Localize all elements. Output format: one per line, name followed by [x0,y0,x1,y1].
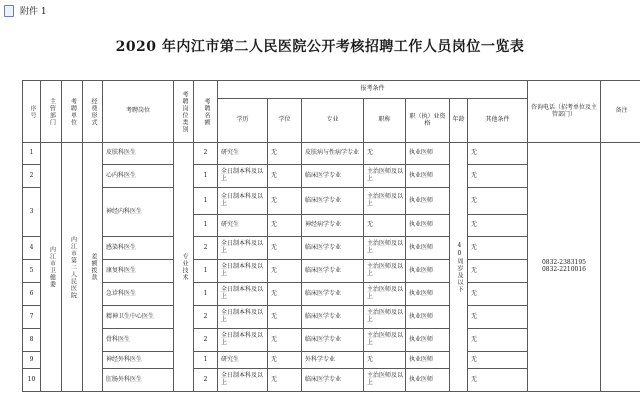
attachment-text: 附件 1 [20,7,47,17]
table-row: 8 骨科医生 2 全日制本科及以上 无 临床医学专业 主治医师及以上 执业医师 无 [23,329,640,352]
col-header-unit: 考聘单位 [62,81,83,143]
table-row: 2 心内科医生 1 全日制本科及以上 无 临床医学专业 主治医师及以上 执业医师 无 [23,165,640,188]
table-row: 6 急诊科医生 1 全日制本科及以上 无 临床医学专业 主治医师及以上 执业医师 无 [23,283,640,306]
col-header-education: 学历 [218,99,268,143]
table-row: 1 内江市卫健委 内江市第二人民医院 差额拨款 皮肤科医生 专业技术 2 研究生 无 皮肤病与性病学专业 无 执业医师 40周岁及以下 无 0832-2383195 0832-2210016 [23,143,640,165]
col-header-quota: 考聘名额 [194,81,218,143]
merged-unit: 内江市第二人民医院 [62,143,83,392]
col-header-position: 考聘岗位 [103,81,174,143]
document-icon [4,5,14,17]
table-row: 9 神经外科医生 1 研究生 无 外科学专业 无 执业医师 无 [23,352,640,369]
col-header-funding: 经费形式 [83,81,103,143]
positions-table [22,80,640,392]
table-row: 10 肛肠外科医生 2 全日制本科及以上 无 临床医学专业 主治医师及以上 执业医师 无 [23,369,640,392]
table-row: 5 康复科医生 1 全日制本科及以上 无 临床医学专业 主治医师及以上 执业医师 无 [23,260,640,283]
merged-funding: 差额拨款 [83,143,103,392]
col-header-seq: 序号 [23,81,41,143]
col-header-major: 专业 [302,99,364,143]
page-title: 2020 年内江市第二人民医院公开考核招聘工作人员岗位一览表 [115,39,525,55]
table-row: 3 神经内科医生 1 全日制本科及以上 无 临床医学专业 主治医师及以上 执业医师 无 [23,188,640,215]
merged-phone: 0832-2383195 0832-2210016 [528,143,601,392]
col-header-dept: 主管部门 [41,81,62,143]
col-header-degree: 学位 [268,99,302,143]
table-row: 4 感染科医生 2 全日制本科及以上 无 临床医学专业 主治医师及以上 执业医师 无 [23,237,640,260]
merged-pos-type: 专业技术 [174,143,194,392]
col-header-phone: 咨询电话（招考单位及主管部门） [528,81,601,143]
attachment-label [4,4,47,17]
header-row-1 [23,81,640,99]
merged-remark [601,143,640,392]
col-header-age: 年龄 [450,99,468,143]
col-header-pos-type: 考聘岗位类别 [174,81,194,143]
merged-dept: 内江市卫健委 [41,143,62,392]
col-header-title: 职称 [364,99,406,143]
table-row: 1 研究生 无 神经病学专业 无 执业医师 无 [23,215,640,237]
table-row: 7 精神卫生中心医生 2 全日制本科及以上 无 临床医学专业 主治医师及以上 执业医师 无 [23,306,640,329]
merged-age: 40周岁及以下 [450,143,468,392]
col-header-other: 其他条件 [468,99,528,143]
col-header-conditions: 报考条件 [218,81,528,99]
col-header-remark: 备注 [601,81,640,143]
col-header-qualification: 职（执）业资格 [406,99,450,143]
